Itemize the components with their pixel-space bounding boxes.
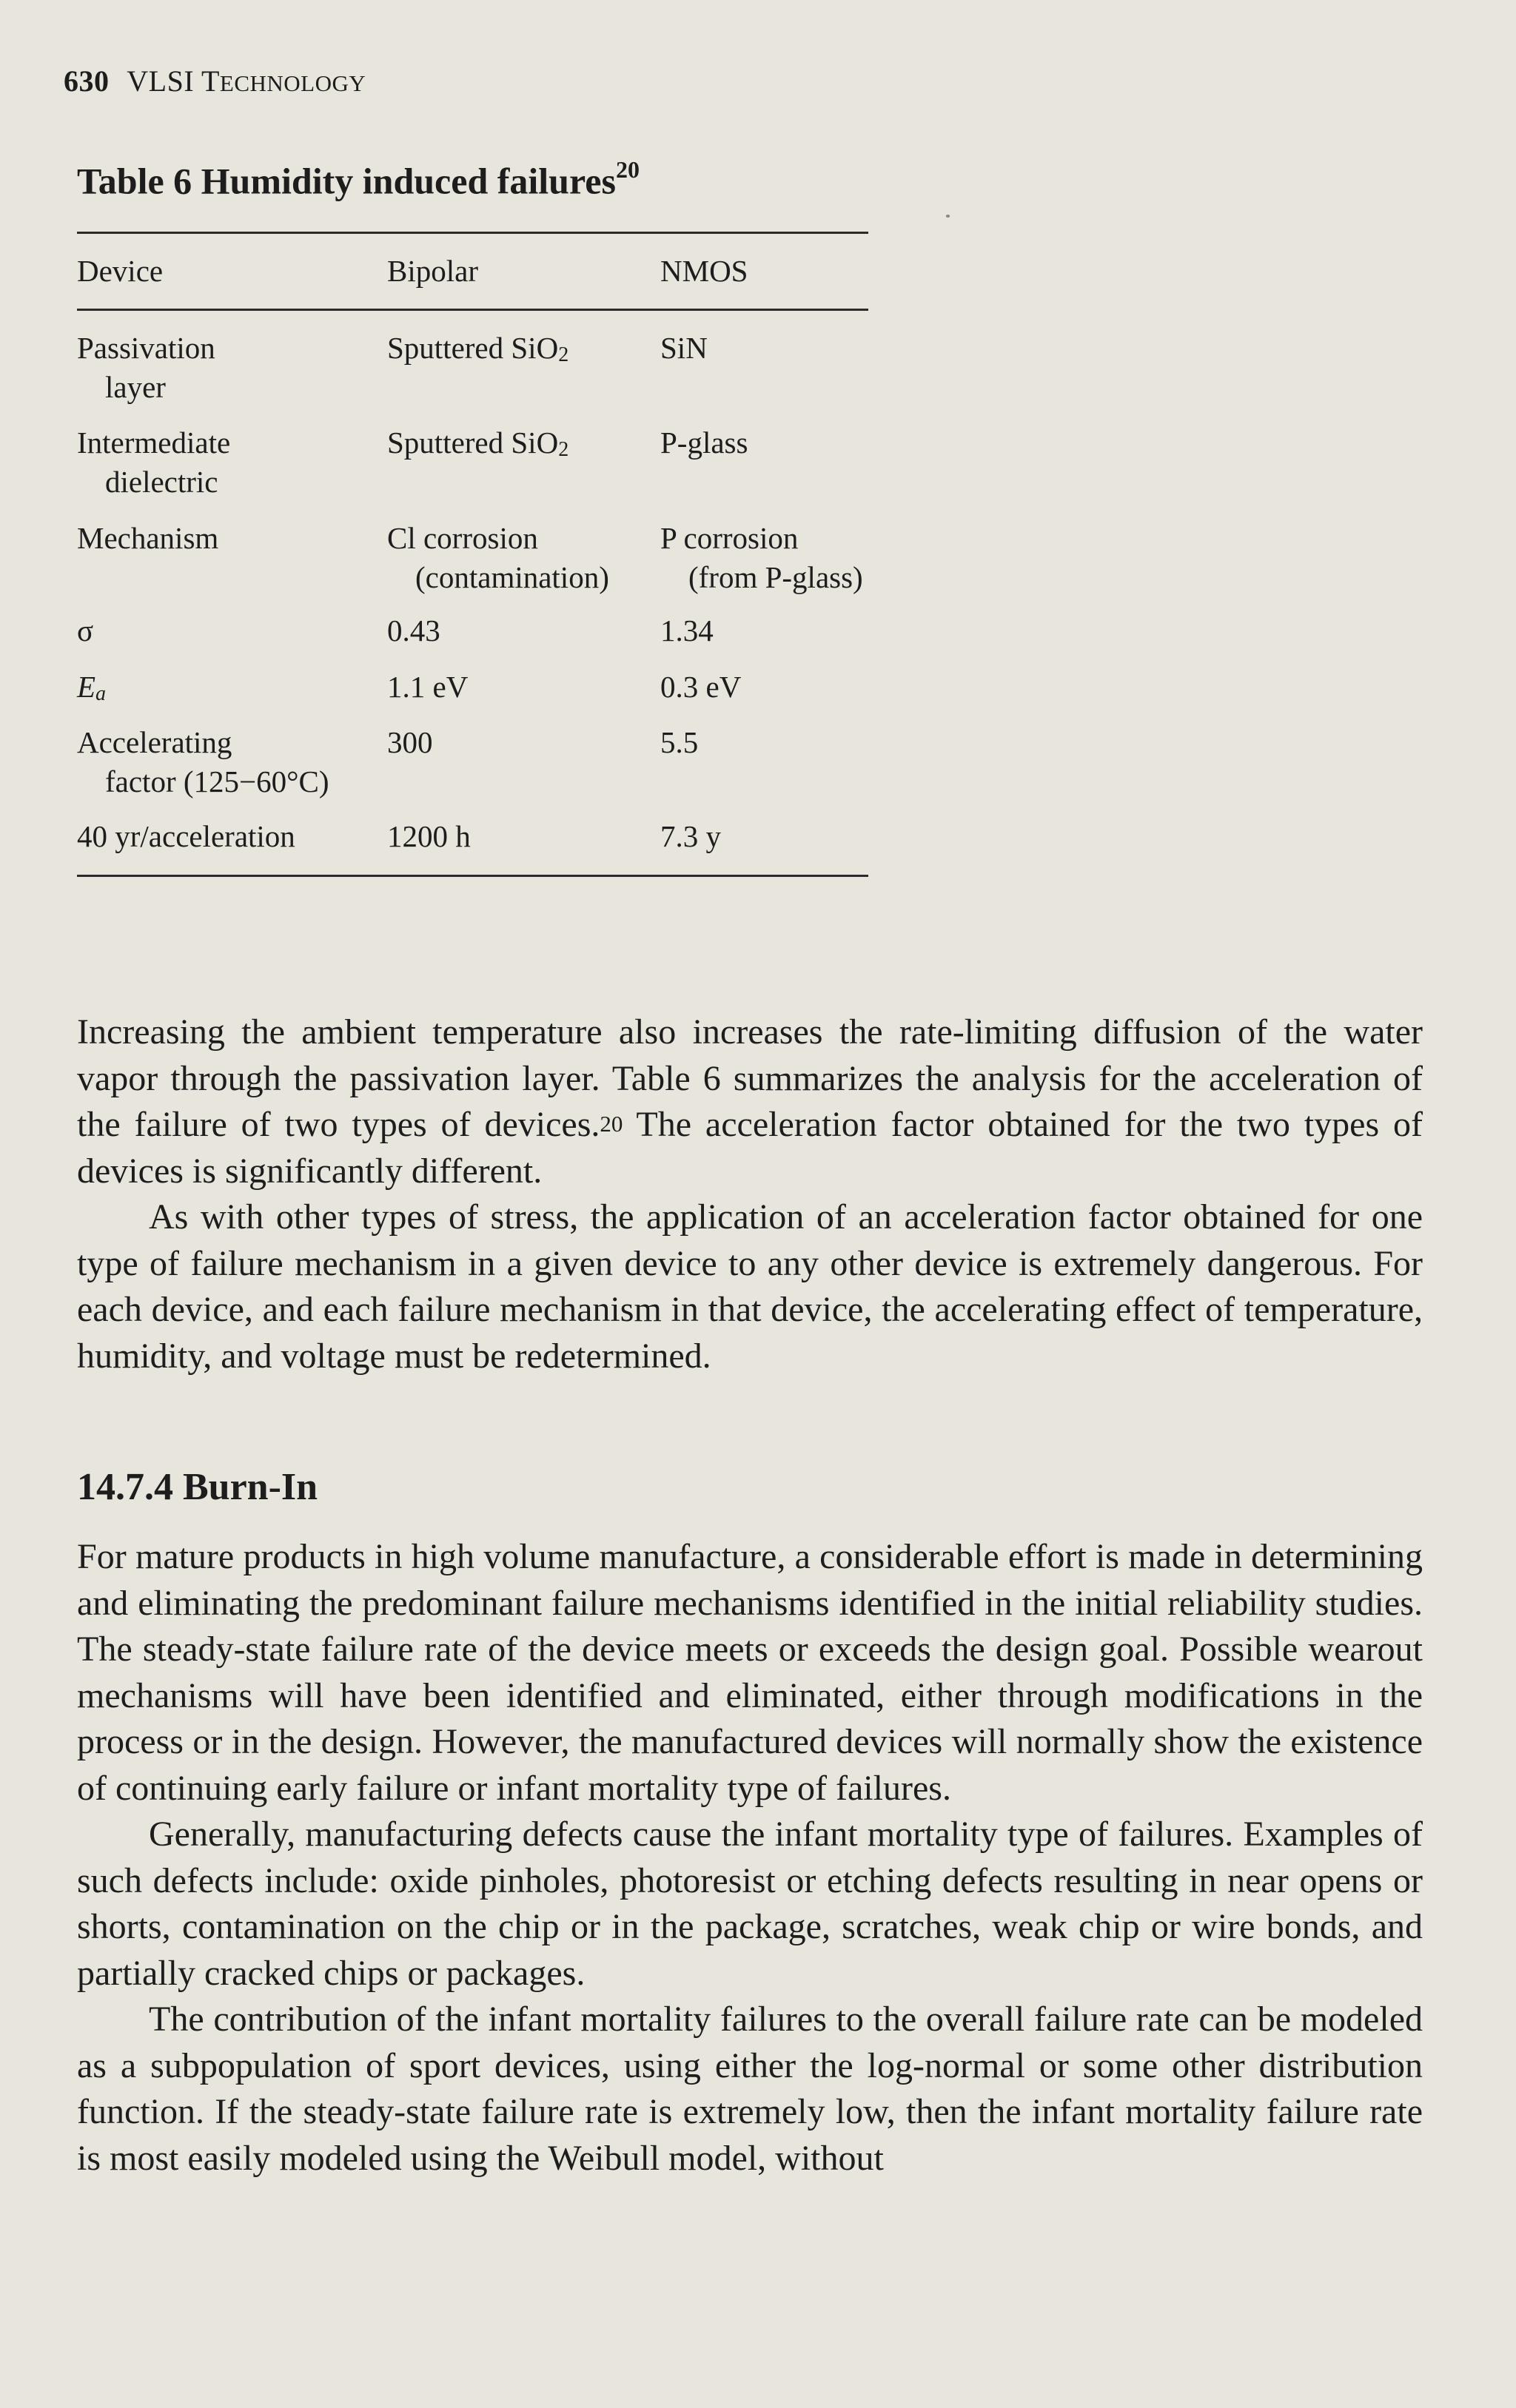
table-title-reference: 20 <box>615 156 640 183</box>
table-row-label: Passivation layer <box>77 331 215 404</box>
table-cell-nmos: 7.3 y <box>660 819 721 853</box>
table-cell-bipolar: 0.43 <box>387 613 440 648</box>
table-header-device: Device <box>77 254 164 288</box>
table-bottom-rule <box>77 875 868 877</box>
section-heading: 14.7.4 Burn-In <box>77 1466 318 1508</box>
table-cell-bipolar: Cl corrosion (contamination) <box>387 521 609 594</box>
table-row-label: $E_a$ <box>77 670 107 705</box>
table-cell-nmos: 0.3 eV <box>660 670 742 704</box>
body-text-block-2 <box>77 1534 1423 2182</box>
reference-superscript: 20 <box>600 1111 623 1137</box>
table-cell-bipolar: Sputtered SiO$_2$ <box>387 331 569 366</box>
table-cell-nmos: P corrosion (from P-glass) <box>660 521 863 594</box>
table-cell-nmos: SiN <box>660 331 708 365</box>
table-row-label: 40 yr/acceleration <box>77 819 295 853</box>
page-number: 630 <box>64 64 110 98</box>
paragraph: Increasing the ambient temperature also increases the rate-limiting diffusion of the water vapor through the passivation layer. Table 6 summarizes the analysis for the acceleration of the failure of two types of devices.$^{20}$ The acceleration factor obtained for the two types of devices is significantly different. <box>77 1012 1423 1191</box>
paragraph: As with other types of stress, the application of an acceleration factor obtained for one type of failure mechanism in a given device to any other device is extremely dangerous. For each device, and each failure mechanism in that device, the accelerating effect of temperature, humidity, and voltage must be redetermined. <box>77 1197 1423 1376</box>
table-cell-nmos: 1.34 <box>660 613 714 648</box>
table-row-label: Mechanism <box>77 521 219 555</box>
paragraph: The contribution of the infant mortality failures to the overall failure rate can be modeled as a subpopulation of sport devices, using either the log-normal or some other distribution function. If the steady-state failure rate is extremely low, then the infant mortality failure rate is most easily modeled using the Weibull model, without <box>77 2000 1423 2178</box>
table-cell-nmos: 5.5 <box>660 725 699 759</box>
table-row-label: σ <box>77 613 94 648</box>
paragraph: Generally, manufacturing defects cause the infant mortality type of failures. Examples of such defects include: oxide pinholes, photoresist or etching defects resulting in near opens or shorts, contamination on the chip or in the package, scratches, weak chip or wire bonds, and partially cracked chips or packages. <box>77 1815 1423 1993</box>
body-text-block-1 <box>77 1009 1423 1379</box>
running-head <box>64 64 366 98</box>
table-row-label: Accelerating factor (125−60°C) <box>77 725 329 798</box>
table-header-bipolar: Bipolar <box>387 254 478 288</box>
table-header-rule <box>77 309 868 311</box>
table-cell-nmos: P-glass <box>660 426 748 460</box>
table-cell-bipolar: Sputtered SiO$_2$ <box>387 426 569 461</box>
table-top-rule <box>77 232 868 234</box>
table-cell-bipolar: 1200 h <box>387 819 471 853</box>
paragraph: For mature products in high volume manufacture, a considerable effort is made in determining and eliminating the predominant failure mechanisms identified in the initial reliability studies. The steady-state failure rate of the device meets or exceeds the design goal. Possible wearout mechanisms will have been identified and eliminated, either through modifications in the process or in the design. However, the manufactured devices will normally show the existence of continuing early failure or infant mortality type of failures. <box>77 1537 1423 1808</box>
table-cell-bipolar: 300 <box>387 725 433 759</box>
table-header-nmos: NMOS <box>660 254 748 288</box>
table-title: Table 6 Humidity induced failures$^{20}$ <box>77 156 640 202</box>
table-cell-bipolar: 1.1 eV <box>387 670 469 704</box>
book-title: VLSI TECHNOLOGY <box>127 64 366 98</box>
scan-speck <box>946 215 950 218</box>
table-row-label: Intermediate dielectric <box>77 426 231 499</box>
